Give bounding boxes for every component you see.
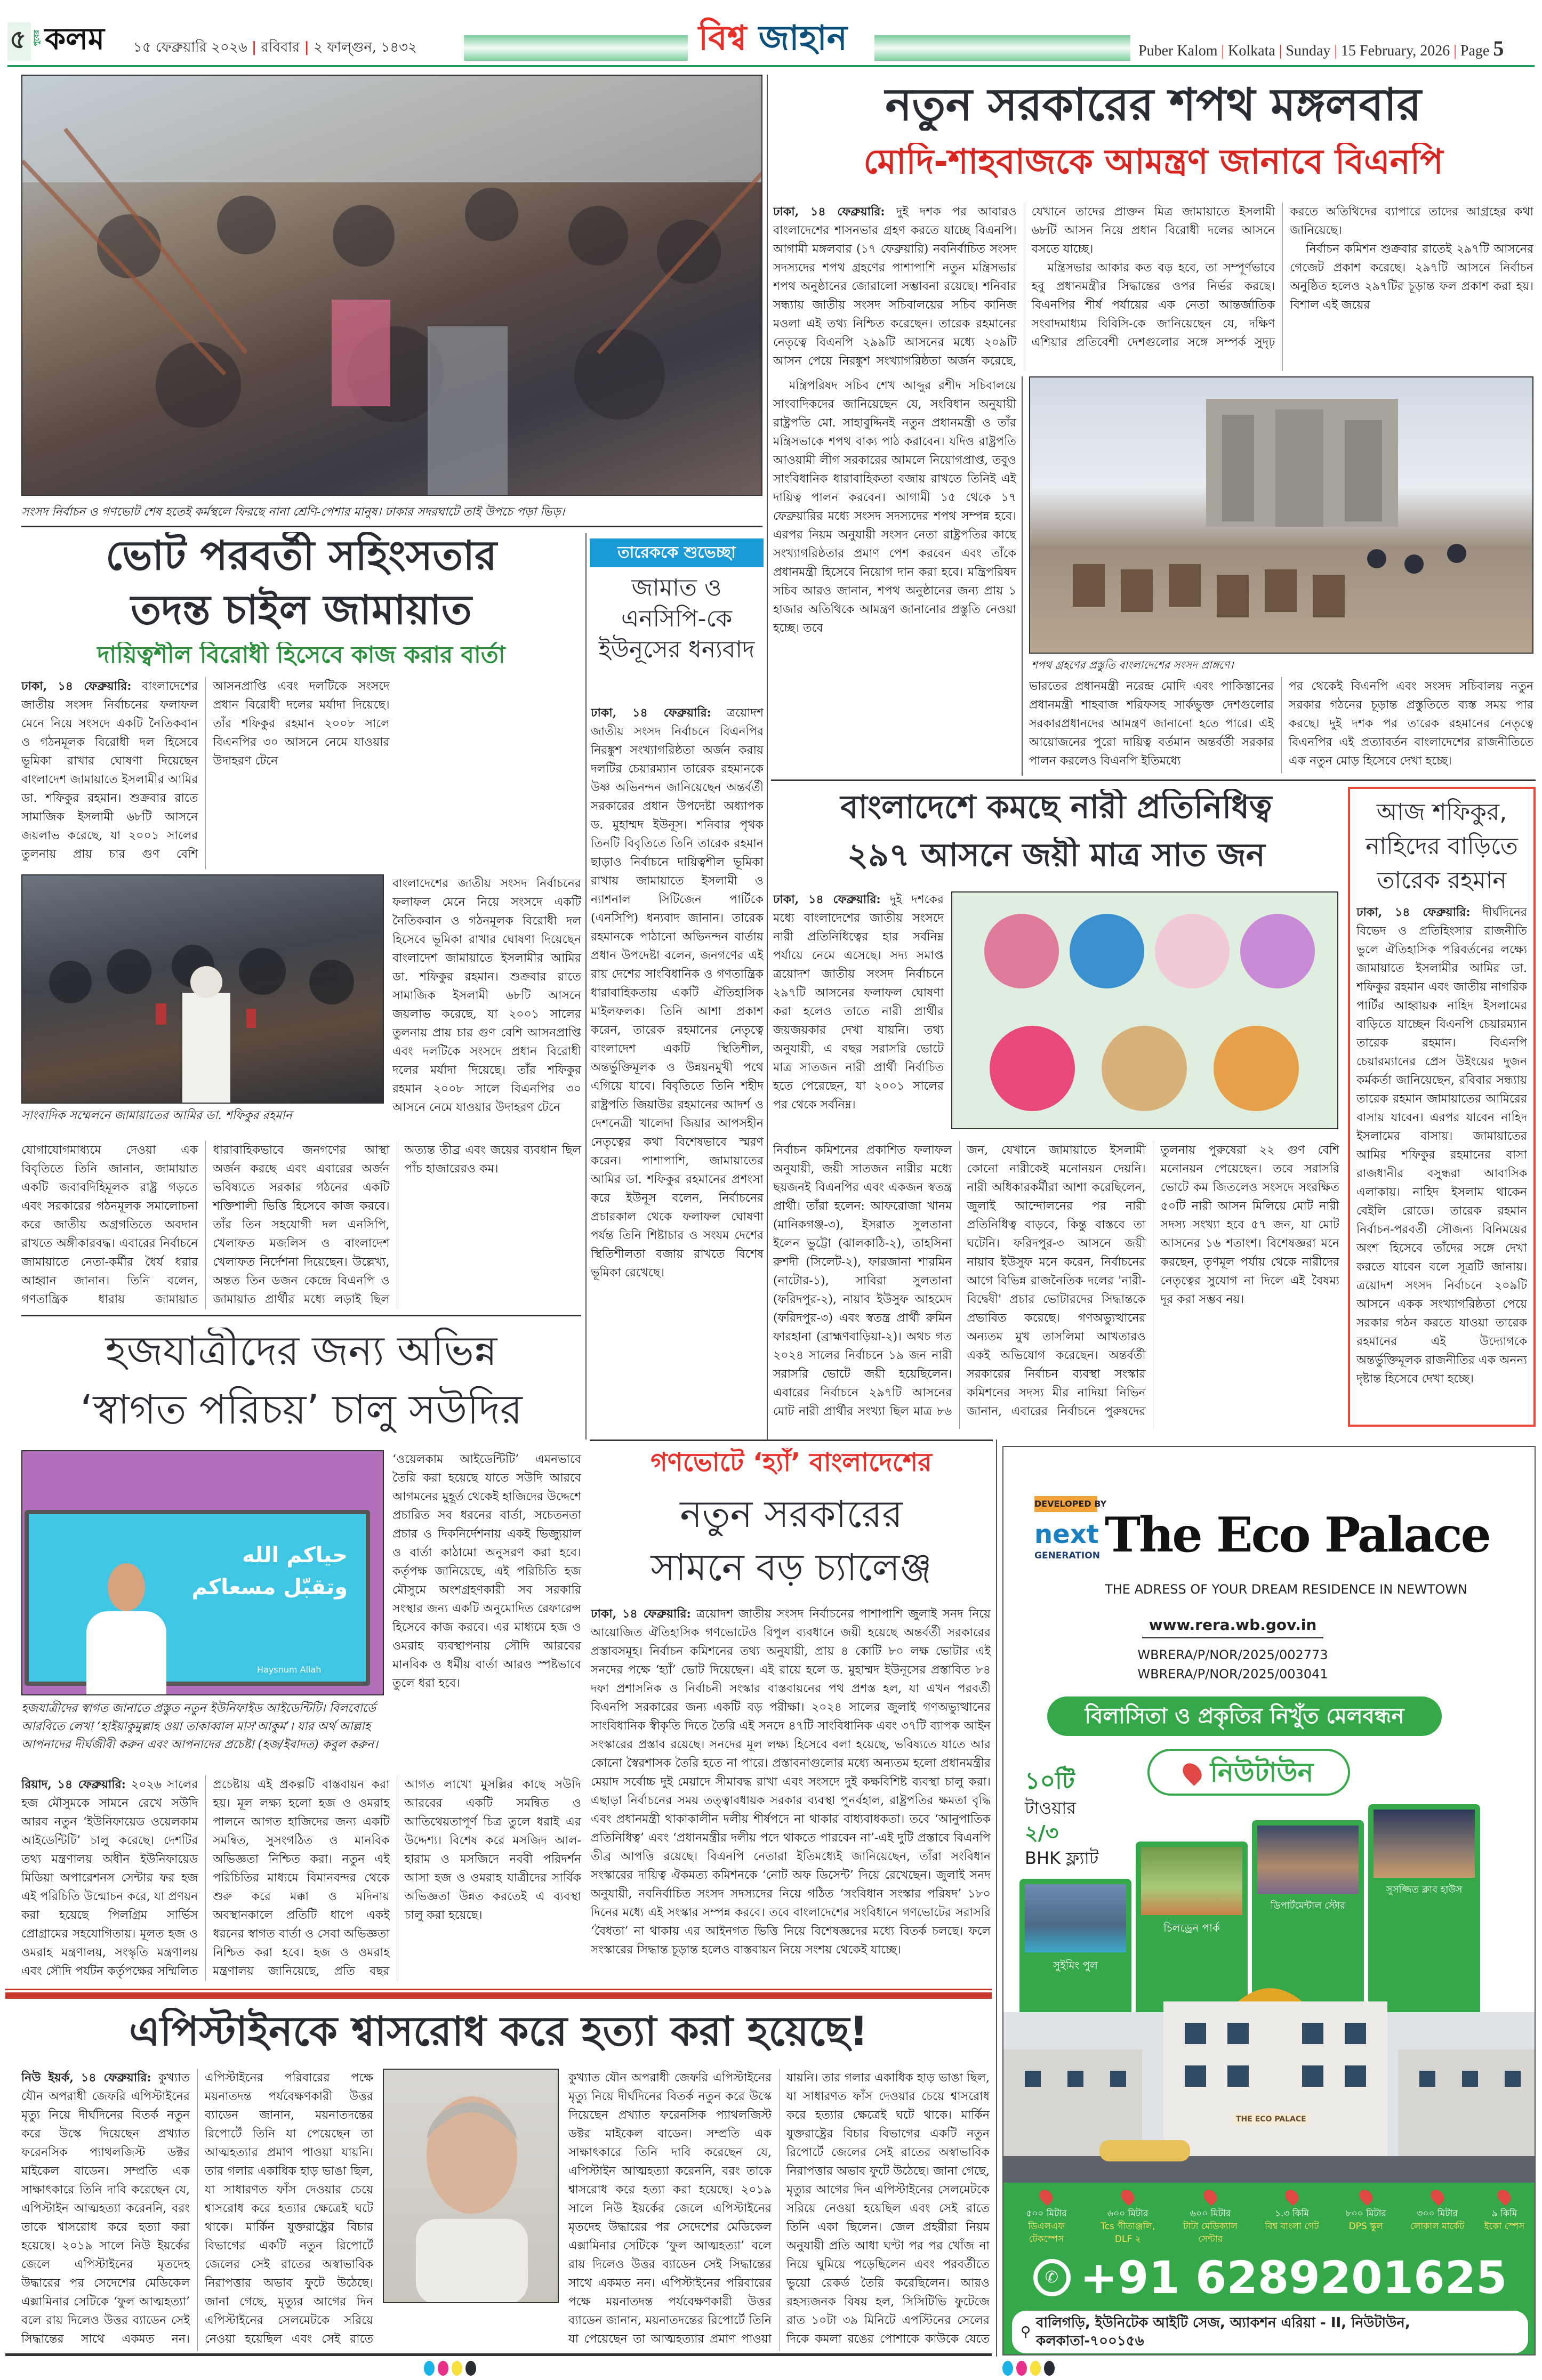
phone-number[interactable]: +91 6289201625 (1080, 2252, 1507, 2304)
nearby-item (1479, 2189, 1530, 2246)
lead-paragraph: নির্বাচন কমিশন শুক্রবার রাতেই ২৯৭টি আসনের গেজেট প্রকাশ করেছে। ২৯৭টি আসনে নির্বাচন অনুষ্ঠিত হলেও ২৯৭টির চূড়ান্ত ফল প্রকাশ করা হয়। বিশাল এই জয়ের (1290, 243, 1533, 312)
yellow-dot (452, 2361, 462, 2376)
header-green-band-left (464, 35, 688, 61)
epstein-text: কুখ্যাত যৌন অপরাধী জেফরি এপিস্টাইনের মৃত্যু নিয়ে দীর্ঘদিনের বিতর্ক নতুন করে উস্কে দিয়েছেন প্রখ্যাত ফরেনসিক প্যাথলজিস্ট ডক্টর মাইকেল বাডেন। সম্প্রতি এক সাক্ষাৎকারে তিনি দাবি করেছেন যে, এপিস্টাইন আত্মহত্যা করেননি, বরং তাকে শ্বাসরোধ করে হত্যা করা হয়েছে। ২০১৯ সালে নিউ ইয়র্কের জেলে এপিস্টাইনের মৃতদেহ উদ্ধারের পর সেদেশের মেডিকেল এক্সামিনার সেটিকে ‘ফুল আত্মহত্যা’ বলে রায় দিলেও উত্তর ব্যাডেন সেই সিদ্ধান্তের সাথে একমত নন। এপিস্টাইনের পরিবারের পক্ষে ময়নাতদন্ত পর্যবেক্ষণকারী উত্তর ব্যাডেন জানান, ময়নাতদন্তের রিপোর্টে তিনি যা পেয়েছেন তা আত্মহত্যার প্রমাণ পাওয়া যায়নি। তার গলার একাধিক হাড় ভাঙা ছিল, যা সাধারণত ফাঁস দেওয়ার চেয়ে শ্বাসরোধ করে হত্যার ক্ষেত্রেই ঘটে থাকে। মার্কিন যুক্তরাষ্ট্রের বিচার বিভাগের একটি নতুন রিপোর্টে জেলের সেই রাতের অস্বাভাবিক নিরাপত্তার অভাব ফুটে উঠেছে। জানা গেছে, মৃত্যুর আগের দিন এপিস্টাইনের সেলমেটকে সরিয়ে নেওয়া হয়েছিল এবং সেই রাতে (21, 2071, 373, 2346)
hajj-right-body (392, 1450, 581, 1770)
epstein-text-continued: কুখ্যাত যৌন অপরাধী জেফরি এপিস্টাইনের মৃত্যু নিয়ে দীর্ঘদিনের বিতর্ক নতুন করে উস্কে দিয়েছেন প্রখ্যাত ফরেনসিক প্যাথলজিস্ট ডক্টর মাইকেল বাডেন। সম্প্রতি এক সাক্ষাৎকারে তিনি দাবি করেছেন যে, এপিস্টাইন আত্মহত্যা করেননি, বরং তাকে শ্বাসরোধ করে হত্যা করা হয়েছে। ২০১৯ সালে নিউ ইয়র্কের জেলে এপিস্টাইনের মৃতদেহ উদ্ধারের পর সেদেশের মেডিকেল এক্সামিনার সেটিকে ‘ফুল আত্মহত্যা’ বলে রায় দিলেও উত্তর ব্যাডেন সেই সিদ্ধান্তের সাথে একমত নন। এপিস্টাইনের পরিবারের পক্ষে ময়নাতদন্ত পর্যবেক্ষণকারী উত্তর ব্যাডেন জানান, ময়নাতদন্তের রিপোর্টে তিনি যা পেয়েছেন তা আত্মহত্যার প্রমাণ পাওয়া যায়নি। তার গলার একাধিক হাড় ভাঙা ছিল, যা সাধারণত ফাঁস দেওয়ার চেয়ে শ্বাসরোধ করে হত্যার ক্ষেত্রেই ঘটে থাকে। মার্কিন যুক্তরাষ্ট্রের বিচার বিভাগের একটি নতুন রিপোর্টে জেলের সেই রাতের অস্বাভাবিক নিরাপত্তার অভাব ফুটে উঠেছে। জানা গেছে, মৃত্যুর আগের দিন এপিস্টাইনের সেলমেটকে সরিয়ে নেওয়া হয়েছিল এবং সেই রাতে তিনি একা ছিলেন। জেল প্রহরীরা নিয়ম অনুযায়ী প্রতি আধা ঘণ্টা পর পর খোঁজ না নিয়ে ঘুমিয়ে পড়েছিলেন এবং পরবর্তীতে ভুয়ো রেকর্ড তৈরি করেছিলেন। আরও রহস্যজনক বিষয় হল, সিসিটিভি ফুটেজে রাত ১০টা ৩৯ মিনিটে এপস্টিনের সেলের দিকে কমলা রঙের পোশাকে কাউকে যেতে (568, 2071, 990, 2346)
registration-marks-left (424, 2361, 476, 2376)
ferry-photo-caption: সংসদ নির্বাচন ও গণভোট শেষ হতেই কর্মস্থলে ফিরছে নানা শ্রেণি-পেশার মানুষ। ঢাকার সদরঘাটে তাই উপচে পড়া ভিড়। (21, 505, 565, 519)
nearby-item (1257, 2189, 1327, 2246)
map-pin-icon (1201, 2187, 1219, 2206)
epstein-top-rule-thin (5, 1989, 992, 1990)
map-pin-icon (1037, 2187, 1056, 2206)
lead-story-body-left (773, 376, 1016, 776)
women-dateline: ঢাকা, ১৪ ফেব্রুয়ারি: (773, 892, 881, 906)
nearby-item (1091, 2189, 1164, 2246)
registration-marks-right (1002, 2361, 1055, 2376)
parliament-illustration (1030, 377, 1533, 654)
bottom-rule (5, 2353, 992, 2356)
masthead-small: পুবের (33, 30, 41, 46)
tower-label: টাওয়ার (1025, 1798, 1076, 1818)
map-pin-icon (1356, 2187, 1375, 2206)
header-rule (7, 65, 1535, 67)
location-pill (1147, 1749, 1350, 1796)
date-separator: | (304, 39, 309, 55)
section-rule (771, 779, 1536, 781)
yellow-dot (1030, 2361, 1041, 2376)
billboard-brand: Haysnum Allah (257, 1665, 322, 1675)
women-left-body (773, 890, 944, 1136)
epstein-dateline: নিউ ইয়র্ক, ১৪ ফেব্রুয়ারি: (21, 2071, 151, 2085)
lead-subheadline: মোদি-শাহবাজকে আমন্ত্রণ জানাবে বিএনপি (863, 143, 1443, 182)
bn-calendar-date: ২ ফাল্গুন, ১৪৩২ (314, 39, 417, 55)
lead-story-body-bottom (1029, 677, 1533, 773)
swimming-pool-label: সুইমিং পুল (1053, 1959, 1098, 1972)
jamaat-headline-line1: ভোট পরবর্তী সহিংসতার (106, 532, 497, 579)
black-dot (465, 2361, 476, 2376)
column-divider (585, 533, 587, 1440)
lead-story-body-top (773, 203, 1533, 371)
jamaat-top-text: বাংলাদেশের জাতীয় সংসদ নির্বাচনের ফলাফল মেনে নিয়ে সংসদে একটি নৈতিকবান ও গঠনমূলক বিরোধী দল হিসেবে ভূমিকা রাখার ঘোষণা দিয়েছেন বাংলাদেশ জামায়াতে ইসলামীর আমির ডা. শফিকুর রহমান। শুক্রবার রাতে সামাজিক ইসলামী ৬৮টি আসনে জয়লাভ করেছে, যা ২০০১ সালের তুলনায় প্রায় চার গুণ বেশি আসনপ্রাপ্তি এবং দলটিকে সংসদে প্রধান বিরোধী দলের মর্যাদা দিয়েছে। তাঁর শফিকুর রহমান ২০০৮ সালে বিএনপির ৩০ আসনে নেমে যাওয়ার উদাহরণ টেনে (21, 680, 390, 861)
rera-number: WBRERA/P/NOR/2025/002773 (1137, 1647, 1328, 1662)
women-left-text: দুই দশকের মধ্যে বাংলাদেশের জাতীয় সংসদে নারী প্রতিনিধিত্বের হার সর্বনিম্ন পর্যায়ে নেমে এসেছে। সদ্য সমাপ্ত ত্রয়োদশ জাতীয় সংসদ নির্বাচনে ২৯৭টি আসনের ফলাফল ঘোষণা করা হলেও তাতে নারী প্রার্থীর জয়জয়কার দেখা যায়নি। তথ্য অনুযায়ী, এ বছর সরাসরি ভোটে মাত্র সাতজন নারী প্রার্থী নির্বাচিত হতে পেরেছেন, যা ২০০১ সালের পর থেকে সর্বনিম্ন। (773, 893, 944, 1112)
jamaat-side-body (392, 874, 581, 1136)
women-headline-line2: ২৯৭ আসনে জয়ী মাত্র সাত জন (847, 837, 1265, 874)
women-mps-photo-grid (951, 891, 1338, 1129)
map-pin-icon (1428, 2187, 1447, 2206)
tarique-box (1348, 787, 1536, 1427)
black-dot (1044, 2361, 1055, 2376)
rera-number: WBRERA/P/NOR/2025/003041 (1137, 1667, 1328, 1682)
nearby-place: টাটা মেডিক্যাল সেন্টার (1183, 2221, 1238, 2245)
masthead-logo: কলম (45, 22, 105, 57)
lead-story (771, 75, 1536, 776)
yunus-headline: জামাত ও এনসিপি-কে ইউনূসের ধন্যবাদ (598, 574, 755, 663)
map-pin-icon (1119, 2187, 1137, 2206)
jamaat-dateline: ঢাকা, ১৪ ফেব্রুয়ারি: (21, 679, 132, 693)
nearby-item (1010, 2189, 1082, 2246)
lead-paragraph: ভারতের প্রধানমন্ত্রী নরেন্দ্র মোদি এবং পাকিস্তানের প্রধানমন্ত্রী শাহবাজ শরিফসহ সার্কভুক্ত দেশগুলোর সরকারপ্রধানদের আমন্ত্রণ জানানো হতে পারে। এই আয়োজনের পুরো দায়িত্ব বর্তমান অন্তর্বর্তী সরকার পালন করলেও বিএনপি ইতিমধ্যে (1029, 680, 1274, 768)
cyan-dot (1002, 2361, 1013, 2376)
hajj-bottom-body (21, 1775, 581, 1981)
yunus-dateline: ঢাকা, ১৪ ফেব্রুয়ারি: (591, 706, 711, 720)
phone-row[interactable] (1003, 2251, 1536, 2304)
page-number-en: 5 (1493, 36, 1504, 60)
nearby-place: ইকো স্পেস (1484, 2221, 1525, 2232)
nearby-distance: ৫০০ মিটার (1026, 2208, 1067, 2219)
amenity-photo (1374, 1810, 1475, 1878)
developer-logo-generation: GENERATION (1034, 1550, 1100, 1562)
department-store-label: ডিপার্টমেন্টাল স্টোর (1270, 1900, 1346, 1911)
ad-title: The Eco Palace (1105, 1507, 1490, 1563)
ad-slogan-banner: বিলাসিতা ও প্রকৃতির নিখুঁত মেলবন্ধন (1047, 1696, 1442, 1736)
yunus-body (591, 704, 764, 1429)
map-pin-icon (1495, 2187, 1514, 2206)
referendum-dateline: ঢাকা, ১৪ ফেব্রুয়ারি: (591, 1607, 691, 1621)
nearby-list (1003, 2183, 1536, 2246)
women-headline-line1: বাংলাদেশে কমছে নারী প্রতিনিধিত্ব (840, 789, 1272, 826)
section-title (698, 19, 847, 58)
location-name: নিউটাউন (1210, 1757, 1314, 1788)
page-label-en: Page (1460, 43, 1490, 59)
day-bn: রবিবার (261, 39, 300, 55)
phone-icon: ✆ (1033, 2259, 1071, 2296)
paper-name-en: Puber Kalom (1138, 43, 1218, 59)
header-info-en: Puber Kalom | Kolkata | Sunday | 15 February, 2026 | Page 5 (1138, 36, 1504, 60)
epstein-headline: এপিস্টাইনকে শ্বাসরোধ করে হত্যা করা হয়েছে! (129, 2008, 868, 2055)
header-date-bn (133, 39, 417, 55)
tarique-dateline: ঢাকা, ১৪ ফেব্রুয়ারি: (1356, 905, 1471, 919)
women-main-text: নির্বাচন কমিশনের প্রকাশিত ফলাফল অনুযায়ী, জয়ী সাতজন নারীর মধ্যে ছয়জনই বিএনপির এবং একজন স্বতন্ত্র প্রার্থী। তাঁরা হলেন: আফরোজা খানম (মানিকগঞ্জ-৩), ইসরাত সুলতানা ইলেন ভুট্টো (ঝালকাঠি-২), তাহসিনা রুশদী (সিলেট-২), ফারজানা শারমিন (নাটোর-১), সাবিরা সুলতানা (ফরিদপুর-২), নায়াব ইউসুফ আহমেদ (ফরিদপুর-৩) এবং স্বতন্ত্র প্রার্থী রুমিন ফারহানা (ব্রাহ্মণবাড়িয়া-২)। অথচ গত ২০২৪ সালের নির্বাচনে ১৯ জন নারী সরাসরি ভোটে জয়ী হয়েছিলেন। এবারের নির্বাচনে ২৯৭টি আসনের মোট নারী প্রার্থীর সংখ্যা ছিল মাত্র ৮৬ জন, যেখানে জামায়াতে ইসলামী কোনো নারীকেই মনোনয়ন দেয়নি। নারী অধিকারকর্মীরা আশা করেছিলেন, জুলাই আন্দোলনের পর নারী প্রতিনিধিত্ব বাড়বে, কিন্তু বাস্তবে তা ঘটেনি। ফরিদপুর-৩ আসনে জয়ী নায়াব ইউসুফ মনে করেন, নির্বাচনের আগে বিভিন্ন রাজনৈতিক দলের 'নারী-বিদ্বেষী' প্রচার ভোটারদের সিদ্ধান্তকে প্রভাবিত করেছে। গণঅভ্যুত্থানের অন্যতম মুখ তাসলিমা আখতারও একই অভিযোগ করেছেন। অন্তর্বর্তী সরকারের নির্বাচন ব্যবস্থা সংস্কার কমিশনের সদস্য মীর নাদিয়া নিভিন জানান, এবারের নির্বাচনে পুরুষদের তুলনায় পুরুষেরা ২২ গুণ বেশি মনোনয়ন পেয়েছেন। তবে সরাসরি ভোটে কম জিতলেও সংসদে সংরক্ষিত ৫০টি নারী আসন মিলিয়ে মোট নারী সদস্য সংখ্যা হবে ৫৭ জন, যা মোট আসনের ১৬ শতাংশ। বিশেষজ্ঞরা মনে করছেন, তৃণমূল পর্যায় থেকে নারীদের নেতৃত্বের সুযোগ না দিলে এই বৈষম্য দূর করা সম্ভব নয়। (773, 1144, 1339, 1418)
press-conference-illustration (22, 875, 384, 1104)
header-green-band-right (874, 35, 1130, 61)
day-en: Sunday (1286, 43, 1331, 59)
jamaat-bottom-body (21, 1141, 581, 1309)
nearby-item (1336, 2189, 1396, 2246)
hajj-dateline: রিয়াদ, ১৪ ফেব্রুয়ারি: (21, 1778, 126, 1791)
city-en: Kolkata (1228, 43, 1275, 59)
yunus-text: ত্রয়োদশ জাতীয় সংসদ নির্বাচনে বিএনপির নিরঙ্কুশ সংখ্যাগরিষ্ঠতা অর্জন করায় দলটির চেয়ারম্যান তারেক রহমানকে উষ্ণ অভিনন্দন জানিয়েছেন অন্তর্বর্তী সরকারের প্রধান উপদেষ্টা অধ্যাপক ড. মুহাম্মদ ইউনূস। শনিবার পৃথক তিনটি বিবৃতিতে তিনি তারেক রহমান ছাড়াও নির্বাচনে দায়িত্বশীল ভূমিকা রাখায় জামায়াতে ইসলামী ও ন্যাশনাল সিটিজেন পার্টিকে (এনসিপি) ধন্যবাদ জানান। তারেক রহমানকে পাঠানো অভিনন্দন বার্তায় প্রধান উপদেষ্টা বলেন, জনগণের এই রায় দেশের সাংবিধানিক ও গণতান্ত্রিক ধারাবাহিকতায় একটি ঐতিহাসিক মাইলফলক। তিনি আশা প্রকাশ করেন, তারেক রহমানের নেতৃত্বে বাংলাদেশ একটি স্থিতিশীল, অন্তর্ভুক্তিমূলক ও উন্নয়নমুখী পথে এগিয়ে যাবে। বিবৃতিতে তিনি শহীদ রাষ্ট্রপতি জিয়াউর রহমানের আদর্শ ও দেশনেত্রী খালেদা জিয়ার আপসহীন নেতৃত্বের কথা বিশেষভাবে স্মরণ করেন। পাশাপাশি, জামায়াতের আমির ডা. শফিকুর রহমানের প্রশংসা করে ইউনূস বলেন, নির্বাচনের প্রচারকাল থেকে ফলাফল ঘোষণা পর্যন্ত তিনি শিষ্টাচার ও সংযম দেশের স্থিতিশীলতা বজায় রাখতে বিশেষ ভূমিকা রেখেছে। (591, 706, 764, 1280)
date-separator: | (251, 39, 257, 55)
nearby-place: ডিএলএফ টেকস্পেস (1028, 2221, 1065, 2245)
nearby-place: বিশ্ব বাংলা গেট (1265, 2221, 1319, 2232)
column-divider (767, 75, 768, 1440)
rera-website[interactable]: www.rera.wb.gov.in (1142, 1615, 1323, 1638)
nearby-distance: ৯ কিমি (1491, 2208, 1517, 2219)
epstein-photo (383, 2069, 559, 2303)
amenity-photo (1257, 1826, 1359, 1894)
nearby-distance: ১.৩ কিমি (1274, 2208, 1309, 2219)
women-main-body (773, 1141, 1339, 1429)
parliament-photo (1029, 376, 1533, 654)
tarique-body (1356, 903, 1527, 1394)
eco-palace-advertisement[interactable] (1002, 1446, 1536, 2355)
building-rendering (1003, 1980, 1536, 2183)
column-divider (996, 1440, 997, 2357)
pilgrim-figure (81, 1563, 172, 1695)
epstein-top-rule-thick (5, 1992, 992, 1999)
nearby-place: Tcs গীতাঞ্জলি, DLF ২ (1101, 2221, 1155, 2245)
magenta-dot (1016, 2361, 1027, 2376)
billboard-arabic-line1: حياكم الله (242, 1543, 348, 1567)
map-pin-icon (1282, 2187, 1301, 2206)
crowd-illustration (22, 76, 762, 496)
nearby-distance: ৮০০ মিটার (1345, 2208, 1386, 2219)
hajj-photo-caption: হজযাত্রীদের স্বাগত জানাতে প্রস্তুত নতুন ইউনিফাইড আইডেন্টিটি। বিলবোর্ডে আরবিতে লেখা ‘হাইয়াকুমুল্লাহ ওয়া তাকাব্বাল মাস'আকুম’। যার অর্থ আল্লাহ আপনাদের দীর্ঘজীবী করুন এবং আপনাদের প্রচেষ্টা (হজ/ইবাদত) কবুল করুন। (21, 1702, 378, 1751)
magenta-dot (438, 2361, 448, 2376)
rule (21, 526, 762, 527)
epstein-body-left (21, 2069, 373, 2351)
ferry-crowd-photo (21, 75, 762, 496)
date-en: 15 February, 2026 (1341, 43, 1450, 59)
referendum-body (591, 1605, 991, 1981)
section-title-part2: জাহান (758, 19, 847, 58)
lead-dateline: ঢাকা, ১৪ ফেব্রুয়ারি: (773, 205, 885, 219)
location-icon: ⚲ (1021, 2324, 1031, 2340)
nearby-strip (1003, 2183, 1536, 2355)
yunus-kicker: তারেককে শুভেচ্ছা (590, 538, 764, 567)
page-header (0, 0, 1542, 68)
jamaat-headline-line2: তদন্ত চাইল জামায়াত (131, 586, 472, 633)
hajj-billboard-photo (21, 1450, 384, 1695)
tarique-headline: আজ শফিকুর, নাহিদের বাড়িতে তারেক রহমান (1366, 799, 1518, 894)
bhk-value: ২/৩ (1025, 1821, 1059, 1845)
jamaat-bottom-text: যোগাযোগমাধ্যমে দেওয়া এক বিবৃতিতে তিনি জানান, জামায়াত একটি জবাবদিহিমূলক রাষ্ট্র গড়তে এবং সরকারের গঠনমূলক সমালোচনা করে জাতীয় অগ্রগতিতে অবদান রাখতে অঙ্গীকারবদ্ধ। এবারের নির্বাচনে জামায়াতে নেতা-কর্মীর ধৈর্য ধরার আহ্বান জানান। তিনি বলেন, গণতান্ত্রিক ধারায় জামায়াত ধারাবাহিকভাবে জনগণের আস্থা অর্জন করছে এবং এবারের অর্জন ভবিষ্যতে সরকার গঠনের একটি শক্তিশালী ভিত্তি হিসেবে কাজ করবে। তাঁর তিন সহযোগী দল এনসিপি, খেলাফত মজলিস ও বাংলাদেশ খেলাফত নির্দেশনা দিয়েছেন। উল্লেখ্য, অন্তত তিন ডজন কেন্দ্রে বিএনপি ও জামায়াত প্রার্থীর মধ্যে লড়াই ছিল অত্যন্ত তীব্র এবং জয়ের ব্যবধান ছিল পাঁচ হাজারেরও কম। (21, 1144, 581, 1306)
jamaat-top-body (21, 677, 581, 869)
referendum-text: ত্রয়োদশ জাতীয় সংসদ নির্বাচনের পাশাপাশি জুলাই সনদ নিয়ে আয়োজিত ঐতিহাসিক গণভোটেও বিপুল ব্যবধানে জয়ী হয়েছে অন্তর্বর্তী সরকারের প্রস্তাবসমূহ। নির্বাচন কমিশনের তথ্য অনুযায়ী, প্রায় ৪ কোটি ৮০ লক্ষ ভোটার এই সনদের পক্ষে ‘হ্যাঁ’ ভোট দিয়েছেন। এই রায়ে হলে ড. মুহাম্মদ ইউনূসের প্রস্তাবিত ৮৪ দফা প্রশাসনিক ও নির্বাচনী সংস্কার বাস্তবায়নের পথ প্রশস্ত হল, যা এখন পরবর্তী বিএনপি সরকারের জন্য একটি বড় পরীক্ষা। ২০২৪ সালের জুলাই গণঅভ্যুত্থানের সাংবিধানিক স্বীকৃতি দিতে তৈরি এই সনদে ৪৭টি সাংবিধানিক এবং ৩৭টি ব্যাপক আইন সংস্কারের প্রস্তাব রয়েছে। সনদের মূল লক্ষ্য হিসেবে বলা হয়েছে, ভবিষ্যতে যাতে আর কোনো স্বৈরশাসক তৈরি হতে না পারে। প্রস্তাবনাগুলোর মধ্যে অন্যতম হলো প্রধানমন্ত্রীর মেয়াদ সর্বোচ্চ দুই মেয়াদে সীমাবদ্ধ রাখা এবং সংসদে দুই কক্ষবিশিষ্ট ব্যবস্থা চালু করা। এছাড়া নির্বাচনের সময় তত্ত্বাবধায়ক সরকার ব্যবস্থা পুনর্বহাল, রাষ্ট্রপতির ক্ষমতা বৃদ্ধি এবং প্রধানমন্ত্রী থাকাকালীন দলীয় শীর্ষপদে না থাকার বাধ্যবাধকতা। তবে ‘আনুপাতিক প্রতিনিধিত্ব’ এবং ‘প্রধানমন্ত্রীর দলীয় পদে থাকতে পারবেন না’-এই দুটি প্রস্তাবে বিএনপি তীব্র আপত্তি রয়েছে। বিএনপি নেতারা ইতিমধ্যেই জানিয়েছেন, তাঁরা সংবিধান সংস্কারের দায়িত্ব ঐকমত্য কমিশনকে ‘নোট অফ ডিসেন্ট’ দিয়ে রেখেছেন। জুলাই সনদ অনুযায়ী, নবনির্বাচিত সংসদ সদস্যদের নিয়ে গঠিত ‘সংবিধান সংস্কার পরিষদ’ ১৮০ দিনের মধ্যে এই সংস্কার সম্পন্ন করবে। তবে বাংলাদেশের সংবিধানে গণভোটের সরাসরি ‘বৈধতা’ না থাকায় এর আইনগত ভিত্তি নিয়ে বিশেষজ্ঞদের মধ্যে বিতর্ক চলছে। ফলে সংস্কারের সিদ্ধান্ত চূড়ান্ত হলেও বাস্তবায়ন নিয়ে সংশয় থেকেই যাচ্ছে। (591, 1607, 991, 1957)
nearby-item (1173, 2189, 1248, 2246)
ad-address: বালিগড়ি, ইউনিটেক আইটি সেজ, অ্যাকশন এরিয়া - II, নিউটাউন, কলকাতা-৭০০১৫৬ (1036, 2315, 1410, 2349)
jamaat-photo-caption: সাংবাদিক সম্মেলনে জামায়াতের আমির ডা. শফিকুর রহমান (21, 1109, 292, 1122)
nearby-place: DPS স্কুল (1348, 2221, 1384, 2232)
date-bn: ১৫ ফেব্রুয়ারি ২০২৬ (133, 39, 247, 55)
amenity-photo (1025, 1884, 1126, 1952)
developed-by-label: DEVELOPED BY (1034, 1496, 1097, 1512)
tarique-text: দীর্ঘদিনের বিভেদ ও প্রতিহিংসার রাজনীতি ভুলে ঐতিহাসিক পরিবর্তনের লক্ষ্যে জামায়াতে ইসলামীর আমির ডা. শফিকুর রহমান এবং জাতীয় নাগরিক পার্টির আহ্বায়ক নাহিদ ইসলামের বাড়িতে যাচ্ছেন বিএনপি চেয়ারম্যান তারেক রহমান। বিএনপি চেয়ারম্যানের প্রেস উইংয়ের দুজন কর্মকর্তা জানিয়েছেন, রবিবার সন্ধ্যায় তারেক রহমান জামায়াতের আমিরের বাসায় যাবেন। এরপর যাবেন নাহিদ ইসলামের বাসায়। জামায়াতের আমির শফিকুর রহমানের বাসা রাজধানীর বসুন্ধরা আবাসিক এলাকায়। নাহিদ ইসলাম থাকেন বেইলি রোডে। তারেক রহমান নির্বাচন-পরবর্তী সৌজন্য বিনিময়ের অংশ হিসেবে তাঁদের সঙ্গে দেখা করতে যাবেন বলে সূত্রটি জানায়। ত্রয়োদশ সংসদ নির্বাচনে ২০৯টি আসনে একক সংখ্যাগরিষ্ঠতা পেয়ে সরকার গঠন করতে যাওয়া তারেক রহমানের এই উদ্যোগকে অন্তর্ভুক্তিমূলক রাজনীতির এক অনন্য দৃষ্টান্ত হিসেবে দেখা হচ্ছে। (1356, 906, 1527, 1386)
ad-tagline: THE ADRESS OF YOUR DREAM RESIDENCE IN NEWTOWN (1105, 1582, 1467, 1597)
portrait-illustration (384, 2070, 559, 2303)
children-park-label: চিলড্রেন পার্ক (1163, 1921, 1220, 1934)
nearby-distance: ৩০০ মিটার (1417, 2208, 1458, 2219)
women-portraits-illustration (952, 892, 1338, 1129)
lead-paragraph: পর থেকেই বিএনপি এবং সংসদ সচিবালয় নতুন সরকার গঠনের চূড়ান্ত প্রস্তুতিতে ব্যস্ত সময় পার করছে। দুই দশক পর তারেক রহমানের নেতৃত্বে বিএনপির এই প্রত্যাবর্তন বাংলাদেশের রাজনীতিতে এক নতুন মোড় হিসেবে দেখা হচ্ছে। (1289, 680, 1533, 768)
hajj-headline-line1: হজযাত্রীদের জন্য অভিন্ন (105, 1328, 497, 1374)
nearby-place: লোকাল মার্কেট (1410, 2221, 1465, 2232)
address-pill (1012, 2311, 1528, 2353)
section-title-part1: বিশ্ব (698, 19, 747, 58)
epstein-body-right (568, 2069, 990, 2351)
developer-logo-next: next (1034, 1519, 1099, 1549)
referendum-kicker: গণভোটে ‘হ্যাঁ’ বাংলাদেশের (650, 1448, 932, 1477)
lead-paragraph: মন্ত্রিসভার আকার কত বড় হবে, তা সম্পূর্ণভাবে হবু প্রধানমন্ত্রীর সিদ্ধান্তের ওপর নির্ভর করছে। বিএনপির শীর্ষ পর্যায়ের এক নেতা আন্তর্জাতিক সংবাদমাধ্যম বিবিসি-কে জানিয়েছেন যে, দক্ষিণ এশিয়ার প্রতিবেশী দেশগুলোর সঙ্গে সম্পর্ক সুদৃঢ় করতে অতিথিদের ব্যাপারে তাদের আগ্রহের কথা জানিয়েছে। (1031, 205, 1533, 349)
developer-badge (1034, 1496, 1107, 1615)
amenity-photo (1141, 1847, 1242, 1915)
club-house-label: সুসজ্জিত ক্লাব হাউস (1386, 1884, 1463, 1895)
lead-paragraph: দুই দশক পর আবারও বাংলাদেশের শাসনভার গ্রহণ করতে যাচ্ছে বিএনপি। আগামী মঙ্গলবার (১৭ ফেব্রুয়ারি) নবনির্বাচিত সংসদ সদস্যদের শপথ গ্রহণের পাশাপাশি নতুন মন্ত্রিসভার শপথ অনুষ্ঠানের জোরালো সম্ভাবনা রয়েছে। শনিবার সন্ধ্যায় জাতীয় সংসদ সচিবালয়ের সচিব কানিজ মওলা এই তথ্য নিশ্চিত করেছেন। তারেক রহমানের নেতৃত্বে বিএনপি ২৯৯টি আসনের মধ্যে ২০৯টি আসন পেয়ে নিরঙ্কুশ সংখ্যাগরিষ্ঠতা অর্জন করেছে, যেখানে তাদের প্রাক্তন মিত্র জামায়াতে ইসলামী ৬৮টি আসন নিয়ে প্রধান বিরোধী দলের আসনে বসতে যাচ্ছে। (773, 205, 1275, 368)
bhk-label: BHK ফ্ল্যাট (1025, 1848, 1099, 1868)
building-sign: THE ECO PALACE (1233, 2113, 1310, 2125)
hajj-right-text: ‘ওয়েলকাম আইডেন্টিটি’ এমনভাবে তৈরি করা হয়েছে যাতে সউদি আরবে আগমনের মুহূর্ত থেকেই হাজিদের উদ্দেশে প্রচারিত সব ধরনের বার্তা, সচেতনতা প্রচার ও দিকনির্দেশনায় একই ভিজ্যুয়াল ও বার্তা কাঠামো অনুসরণ করা হবে। কর্তৃপক্ষ জানিয়েছে, এই পরিচিতি হজ মৌসুমে অংশগ্রহণকারী সব সরকারি সংস্থার জন্য একটি অনুমোদিত রেফারেন্স হিসেবে কাজ করবে। এর মাধ্যমে হজ ও ওমরাহ ব্যবস্থাপনায় সৌদি আরবের মানবিক ও ধর্মীয় বার্তা আরও স্পষ্টভাবে তুলে ধরা হবে। (392, 1453, 581, 1690)
lead-paragraph: মন্ত্রিপরিষদ সচিব শেখ আব্দুর রশীদ সচিবালয়ে সাংবাদিকদের জানিয়েছেন যে, সংবিধান অনুযায়ী রাষ্ট্রপতি মো. সাহাবুদ্দিনই নতুন প্রধানমন্ত্রী ও তাঁর মন্ত্রিসভাকে শপথ বাক্য পাঠ করাবেন। যদিও রাষ্ট্রপতি আওয়ামী লীগ সরকারের আমলে নিয়োগপ্রাপ্ত, তবুও সাংবিধানিক ধারাবাহিকতা বজায় রাখতে তিনিই এই দায়িত্ব পালন করবেন। আগামী ১৫ থেকে ১৭ ফেব্রুয়ারির মধ্যে সংসদ সদস্যদের শপথ সম্পন্ন হবে। এরপর নিয়ম অনুযায়ী সংসদ নেতা রাষ্ট্রপতির কাছে সংখ্যাগরিষ্ঠতার প্রমাণ পেশ করবেন এবং তাঁকে প্রধানমন্ত্রী হিসেবে নিয়োগ দান করা হবে। মন্ত্রিপরিষদ সচিব আরও জানান, শপথ অনুষ্ঠানের জন্য প্রায় ১ হাজার অতিথিকে আমন্ত্রণ জানানোর প্রস্তুতি নেওয়া হচ্ছে। তবে (773, 379, 1016, 635)
hajj-headline-line2: ‘স্বাগত পরিচয়’ চালু সউদির (80, 1386, 523, 1433)
referendum-headline-line2: সামনে বড় চ্যালেঞ্জ (650, 1546, 932, 1589)
jamaat-press-photo (21, 874, 384, 1104)
nearby-distance: ৬০০ মিটার (1107, 2208, 1149, 2219)
nearby-distance: ৬০০ মিটার (1190, 2208, 1231, 2219)
column-divider (1022, 376, 1023, 776)
parliament-photo-caption: শপথ গ্রহণের প্রস্তুতি বাংলাদেশের সংসদ প্রাঙ্গণে। (1031, 658, 1234, 671)
referendum-headline-line1: নতুন সরকারের (680, 1493, 903, 1536)
billboard-arabic-line2: وتقبّل مسعاكم (191, 1575, 348, 1599)
section-rule (21, 1315, 581, 1316)
jamaat-side-text: বাংলাদেশের জাতীয় সংসদ নির্বাচনের ফলাফল মেনে নিয়ে সংসদে একটি নৈতিকবান ও গঠনমূলক বিরোধী দল হিসেবে ভূমিকা রাখার ঘোষণা দিয়েছেন বাংলাদেশ জামায়াতে ইসলামীর আমির ডা. শফিকুর রহমান। শুক্রবার রাতে সামাজিক ইসলামী ৬৮টি আসনে জয়লাভ করেছে, যা ২০০১ সালের তুলনায় প্রায় চার গুণ বেশি আসনপ্রাপ্তি এবং দলটিকে সংসদে প্রধান বিরোধী দলের মর্যাদা দিয়েছে। তাঁর শফিকুর রহমান ২০০৮ সালে বিএনপির ৩০ আসনে নেমে যাওয়ার উদাহরণ টেনে (392, 877, 581, 1114)
jamaat-subheadline: দায়িত্বশীল বিরোধী হিসেবে কাজ করার বার্তা (97, 642, 505, 669)
hajj-bottom-text: ২০২৬ সালের হজ মৌসুমকে সামনে রেখে সউদি আরব নতুন ‘ইউনিফায়েড ওয়েলকাম আইডেন্টিটি’ চালু করেছে। দেশটির তথ্য মন্ত্রণালয় অধীন ইউনিফায়েড মিডিয়া অপারেশনস সেন্টার ফর হজ এই পরিচিতি উন্মোচন করে, যা প্রণয়ন করা হয়েছে পিলগ্রিম সার্ভিস প্রোগ্রামের সহযোগিতায়। মূলত হজ ও ওমরাহ মন্ত্রণালয়, সংস্কৃতি মন্ত্রণালয় এবং সৌদি পর্যটন কর্তৃপক্ষের সম্মিলিত প্রচেষ্টায় এই প্রকল্পটি বাস্তবায়ন করা হয়। মূল লক্ষ্য হলো হজ ও ওমরাহ পালনে আগত হাজিদের জন্য একটি সমন্বিত, সুসংগঠিত ও মানবিক অভিজ্ঞতা নিশ্চিত করা। নতুন এই পরিচিতির মাধ্যমে বিমানবন্দর থেকে শুরু করে মক্কা ও মদিনায় অবস্থানকালে প্রতিটি ধাপে একই ধরনের স্বাগত বার্তা ও সেবা অভিজ্ঞতা নিশ্চিত করা হবে। হজ ও ওমরাহ মন্ত্রণালয় জানিয়েছে, প্রতি বছর আগত লাখো মুসল্লির কাছে সউদি আরবের একটি সমন্বিত ও আতিথেয়তাপূর্ণ চিত্র তুলে ধরাই এর উদ্দেশ্য। বিশেষ করে মসজিদ আল-হারাম ও মসজিদে নববী পরিদর্শন আসা হজ ও ওমরাহ যাত্রীদের সার্বিক অভিজ্ঞতা উন্নত করতেই এ ব্যবস্থা চালু করা হয়েছে। (21, 1778, 581, 1978)
map-pin-icon (1179, 1759, 1205, 1786)
tower-count: ১০টি (1025, 1767, 1075, 1795)
section-rule (590, 1440, 993, 1441)
nearby-item (1405, 2189, 1470, 2246)
page-number-bn: ৫ (10, 25, 27, 54)
cyan-dot (424, 2361, 435, 2376)
lead-headline: নতুন সরকারের শপথ মঙ্গলবার (885, 79, 1421, 131)
